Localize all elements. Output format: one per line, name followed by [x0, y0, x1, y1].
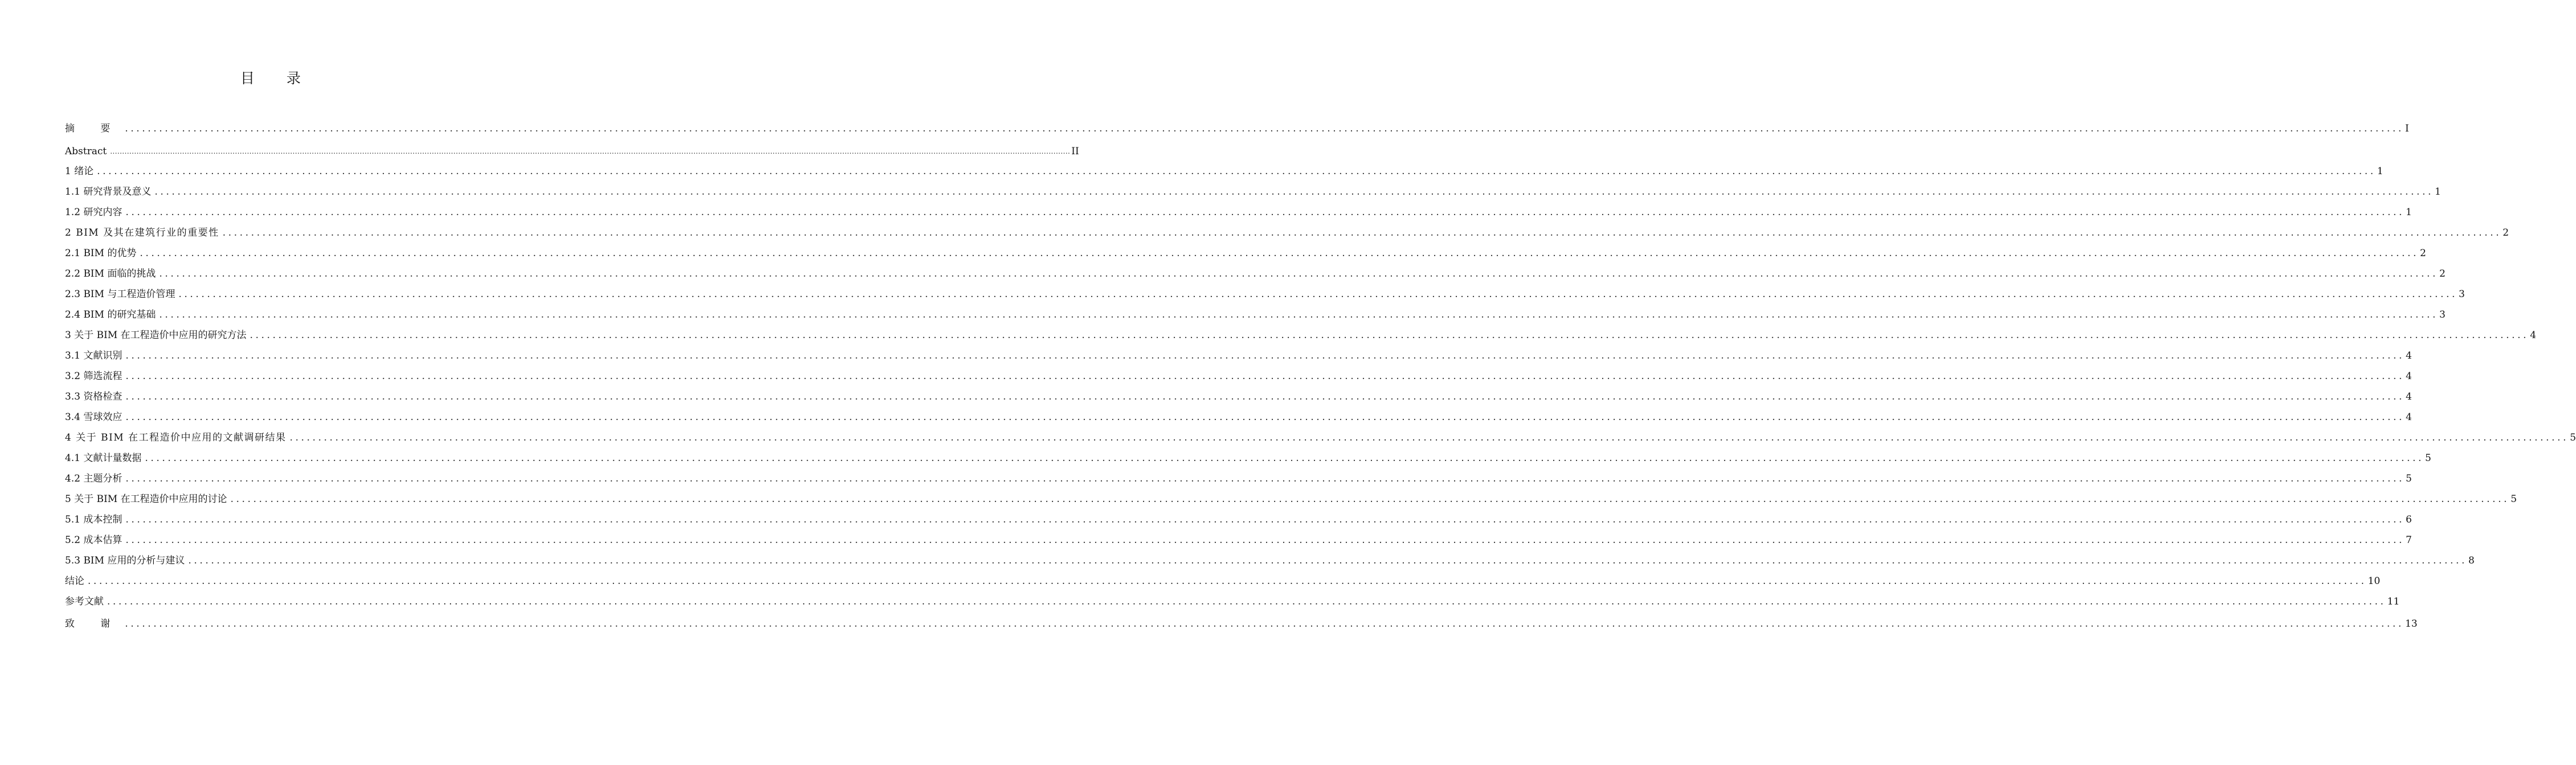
toc-leader-dots: ................................................................................................................................................................................................................................................................................................................................................................................................................ — [125, 350, 2405, 361]
toc-entry-ch4[interactable] — [65, 430, 2576, 444]
toc-entry-page: 4 — [2405, 371, 2412, 382]
toc-entry-3-4[interactable] — [65, 410, 2412, 423]
toc-leader-dots: ................................................................................................................................................................................................................................................................................................................................................................................................................ — [145, 453, 2424, 464]
toc-leader-dots: ................................................................................................................................................................................................................................................................................................................................................................................................................ — [230, 493, 2510, 505]
toc-leader-dots: ................................................................................................................................................................................................................................................................................................................................................................................................................ — [125, 473, 2405, 484]
toc-entry-label: 4 关于 BIM 在工程造价中应用的文献调研结果 — [65, 432, 286, 443]
toc-entry-page: 5 — [2511, 493, 2517, 505]
toc-entry-page: 11 — [2387, 596, 2400, 607]
toc-entry-3-2[interactable] — [65, 369, 2412, 382]
toc-leader-dots: ................................................................................................................................................................................................................................................................................................................................................................................................................ — [154, 186, 2434, 198]
toc-entry-label: 2.3 BIM 与工程造价管理 — [65, 289, 175, 300]
toc-entry-4-1[interactable] — [65, 451, 2431, 464]
toc-leader-dots: ................................................................................................................................................................................................................................................................................................................................................................................................................ — [125, 371, 2405, 382]
toc-entry-label: 1.1 研究背景及意义 — [65, 186, 151, 198]
toc-entry-label: 2.4 BIM 的研究基础 — [65, 309, 156, 320]
toc-entry-page: 2 — [2420, 248, 2426, 259]
toc-leader-dots: ................................................................................................................................................................................................................................................................................................................................................................................................................ — [289, 432, 2569, 443]
toc-leader-dots: ................................................................................................................................................................................................................................................................................................................................................................................................................ — [140, 248, 2419, 259]
toc-entry-page: 5 — [2425, 453, 2431, 464]
toc-entry-page: 7 — [2405, 534, 2412, 546]
toc-entry-page: 3 — [2459, 289, 2465, 300]
toc-leader-dots: ................................................................................................................................................................................................................................................................................................................................................................................................................ — [249, 330, 2529, 341]
toc-entry-2-4[interactable] — [65, 307, 2446, 321]
toc-leader-dots: ................................................................................................................................................................................................................................................................................................................................................................................................................ — [125, 618, 2404, 630]
toc-entry-label: 3.4 雪球效应 — [65, 412, 122, 423]
toc-leader-dots: ................................................................................................................................................................................................................................................................................................................................................................................................................ — [159, 268, 2438, 279]
toc-entry-page: I — [2405, 123, 2409, 134]
toc-entry-page: 4 — [2405, 350, 2412, 361]
toc-entry-label: 致 谢 — [65, 618, 122, 630]
toc-leader-dots: ................................................................................................................................................................................................................................................................................................................................................................................................................ — [110, 147, 1071, 155]
page-title: 目 录 — [240, 70, 314, 87]
toc-entry-3-1[interactable] — [65, 348, 2412, 362]
toc-entry-label: 2.2 BIM 面临的挑战 — [65, 268, 156, 279]
toc-leader-dots: ................................................................................................................................................................................................................................................................................................................................................................................................................ — [125, 514, 2405, 525]
toc-entry-references[interactable] — [65, 594, 2400, 608]
toc-entry-abstract-cn[interactable] — [65, 121, 2409, 135]
toc-entry-page: II — [1071, 146, 1079, 157]
toc-entry-2-2[interactable] — [65, 266, 2446, 280]
toc-entry-label: 1 绪论 — [65, 166, 94, 177]
toc-leader-dots: ................................................................................................................................................................................................................................................................................................................................................................................................................ — [107, 596, 2386, 607]
toc-entry-abstract-en[interactable] — [65, 144, 1079, 158]
toc-entry-page: 10 — [2368, 575, 2381, 587]
toc-entry-label: 5.2 成本估算 — [65, 534, 122, 546]
toc-entry-page: 4 — [2530, 330, 2537, 341]
toc-entry-label: 3.3 资格检查 — [65, 391, 122, 402]
toc-entry-label: 5.1 成本控制 — [65, 514, 122, 525]
toc-leader-dots: ................................................................................................................................................................................................................................................................................................................................................................................................................ — [125, 391, 2405, 402]
toc-entry-ch5[interactable] — [65, 492, 2517, 505]
toc-leader-dots: ................................................................................................................................................................................................................................................................................................................................................................................................................ — [125, 123, 2404, 134]
toc-entry-label: 5 关于 BIM 在工程造价中应用的讨论 — [65, 493, 227, 505]
toc-entry-page: 5 — [2405, 473, 2412, 484]
toc-leader-dots: ................................................................................................................................................................................................................................................................................................................................................................................................................ — [178, 289, 2458, 300]
toc-entry-label: 5.3 BIM 应用的分析与建议 — [65, 555, 185, 566]
toc-entry-3-3[interactable] — [65, 389, 2412, 403]
toc-entry-ch1[interactable] — [65, 164, 2383, 178]
toc-entry-label: 3 关于 BIM 在工程造价中应用的研究方法 — [65, 330, 247, 341]
toc-leader-dots: ................................................................................................................................................................................................................................................................................................................................................................................................................ — [125, 207, 2405, 218]
toc-entry-page: 5 — [2570, 432, 2576, 443]
toc-entry-label: 4.2 主题分析 — [65, 473, 122, 484]
toc-entry-label: Abstract — [65, 146, 107, 157]
toc-leader-dots: ................................................................................................................................................................................................................................................................................................................................................................................................................ — [125, 534, 2405, 546]
toc-entry-1-1[interactable] — [65, 184, 2441, 198]
toc-entry-acknowledgements[interactable] — [65, 616, 2418, 630]
toc-entry-label: 3.2 筛选流程 — [65, 371, 122, 382]
toc-leader-dots: ................................................................................................................................................................................................................................................................................................................................................................................................................ — [125, 412, 2405, 423]
toc-entry-4-2[interactable] — [65, 471, 2412, 485]
toc-entry-page: 2 — [2439, 268, 2446, 279]
toc-entry-page: 4 — [2405, 391, 2412, 402]
toc-leader-dots: ................................................................................................................................................................................................................................................................................................................................................................................................................ — [188, 555, 2467, 566]
toc-entry-label: 参考文献 — [65, 596, 104, 607]
toc-leader-dots: ................................................................................................................................................................................................................................................................................................................................................................................................................ — [88, 575, 2367, 587]
toc-entry-5-2[interactable] — [65, 533, 2412, 546]
toc-entry-2-3[interactable] — [65, 287, 2465, 301]
toc-entry-ch3[interactable] — [65, 328, 2537, 342]
toc-entry-page: 1 — [2434, 186, 2441, 198]
toc-entry-label: 1.2 研究内容 — [65, 207, 122, 218]
toc-entry-2-1[interactable] — [65, 246, 2426, 260]
toc-entry-label: 3.1 文献识别 — [65, 350, 122, 361]
toc-entry-label: 4.1 文献计量数据 — [65, 453, 142, 464]
toc-entry-5-3[interactable] — [65, 553, 2475, 567]
toc-entry-page: 1 — [2377, 166, 2383, 177]
toc-leader-dots: ................................................................................................................................................................................................................................................................................................................................................................................................................ — [222, 227, 2502, 238]
toc-entry-page: 6 — [2405, 514, 2412, 525]
toc-entry-page: 4 — [2405, 412, 2412, 423]
toc-entry-label: 结论 — [65, 575, 84, 587]
toc-entry-page: 13 — [2405, 618, 2418, 630]
toc-entry-1-2[interactable] — [65, 205, 2412, 219]
toc-entry-label: 2.1 BIM 的优势 — [65, 248, 137, 259]
toc-entry-ch2[interactable] — [65, 225, 2509, 239]
toc-entry-conclusion[interactable] — [65, 574, 2381, 587]
toc-entry-page: 3 — [2439, 309, 2446, 320]
toc-entry-page: 1 — [2405, 207, 2412, 218]
toc-entry-page: 2 — [2503, 227, 2509, 238]
toc-entry-label: 摘 要 — [65, 123, 122, 134]
toc-entry-5-1[interactable] — [65, 512, 2412, 526]
toc-entry-page: 8 — [2468, 555, 2475, 566]
toc-leader-dots: ................................................................................................................................................................................................................................................................................................................................................................................................................ — [159, 309, 2438, 320]
toc-leader-dots: ................................................................................................................................................................................................................................................................................................................................................................................................................ — [97, 166, 2376, 177]
toc-entry-label: 2 BIM 及其在建筑行业的重要性 — [65, 227, 219, 238]
